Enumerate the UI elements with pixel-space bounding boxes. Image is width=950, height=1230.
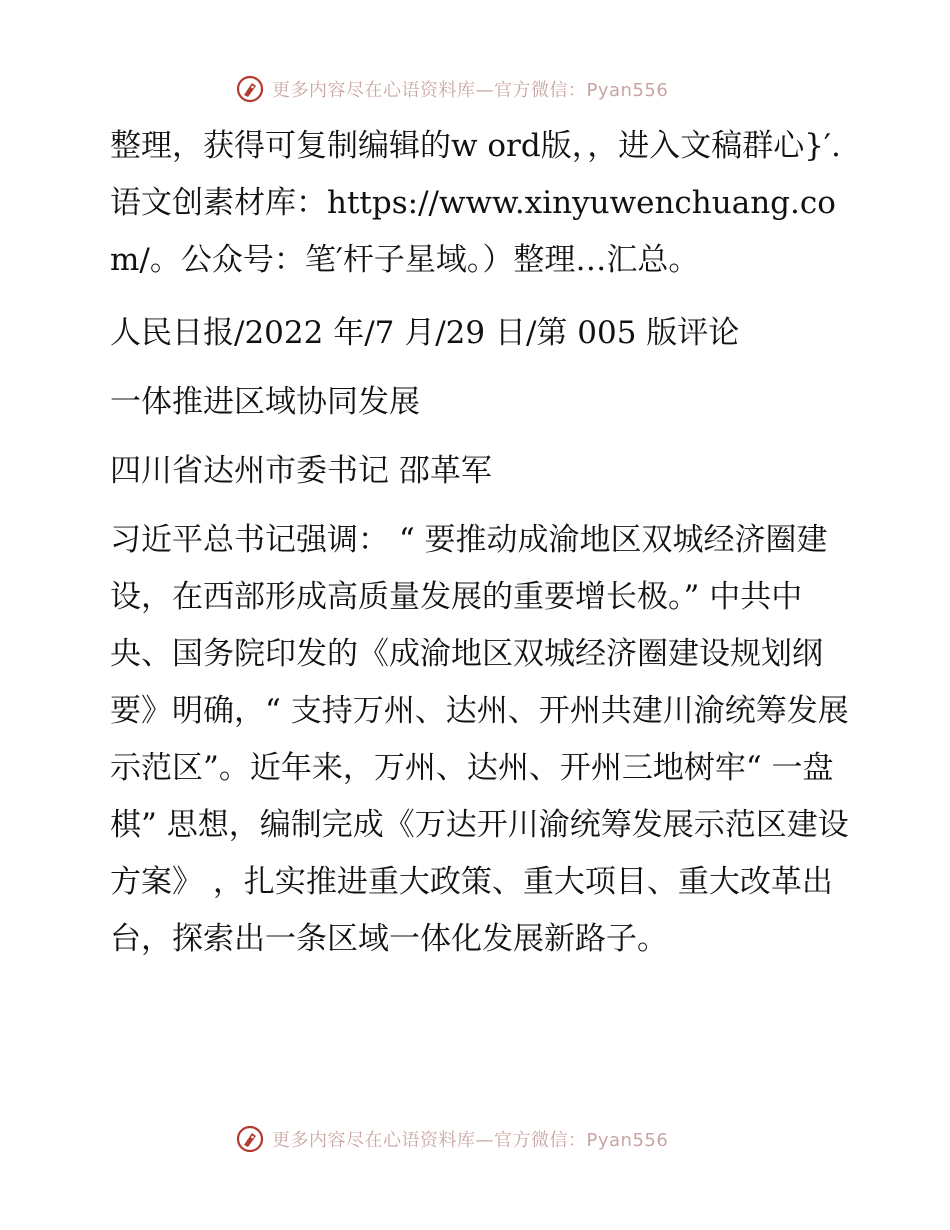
header-banner-text: 更多内容尽在心语资料库—官方微信：Pyan556 (272, 80, 669, 101)
pen-nib-logo-icon (236, 1125, 264, 1153)
intro-paragraph: 整理，获得可复制编辑的w ord版，，进入文稿群心}′.语文创素材库：https://www.xinyuwenchuang.com/。公众号：笔′杆子星域。）整理…汇总。 (110, 128, 841, 278)
document-body (98, 118, 858, 968)
body-paragraph: 习近平总书记强调： “ 要推动成渝地区双城经济圈建设，在西部形成高质量发展的重要增长极。” 中共中央、国务院印发的《成渝地区双城经济圈建设规划纲要》明确，“ 支持万州、达州、开州共建川渝统筹发展示范区”。近年来，万州、达州、开州三地树牢“ 一盘棋” 思想，编制完成《万达开川渝统筹发展示范区建设方案》 ，扎实推进重大政策、重大项目、重大改革出台，探索出一条区域一体化发展新路子。 (110, 522, 849, 957)
article-title: 一体推进区域协同发展 (110, 384, 420, 420)
footer-banner-text: 更多内容尽在心语资料库—官方微信：Pyan556 (272, 1130, 669, 1151)
author-line: 四川省达州市委书记 邵革军 (110, 453, 492, 489)
source-line: 人民日报/2022 年/7 月/29 日/第 005 版评论 (110, 315, 740, 351)
footer-banner (236, 1124, 736, 1154)
pen-nib-logo-icon (236, 75, 264, 103)
header-banner (236, 74, 736, 104)
